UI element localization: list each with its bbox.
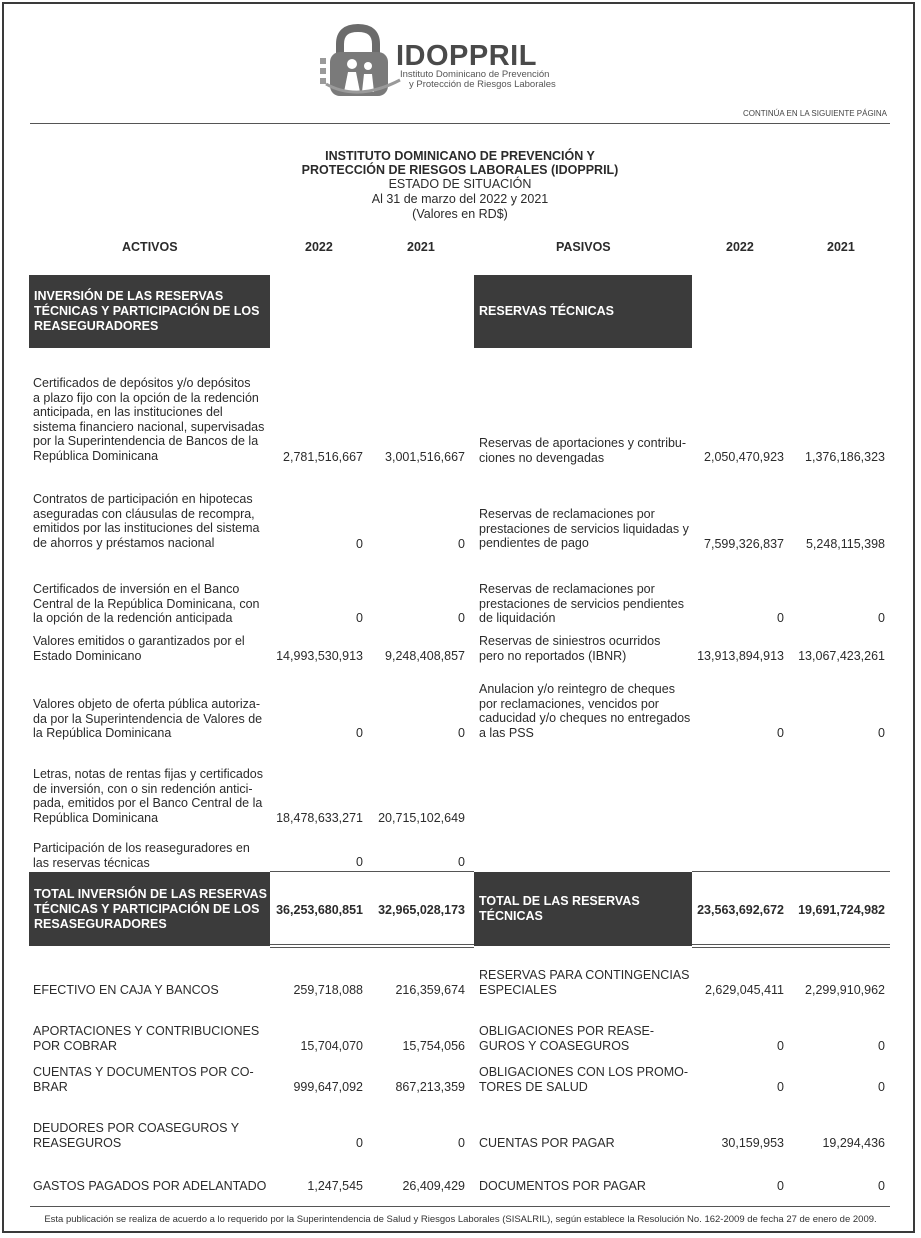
pasivos-row-label: Reservas de aportaciones y contribu- ciones no devengadas	[479, 436, 687, 465]
activos-row-2021: 20,715,102,649	[378, 811, 465, 825]
total-double-rule	[270, 944, 474, 945]
activos-other-2021: 0	[458, 1136, 465, 1150]
activos-row-label: Participación de los reaseguradores en las reservas técnicas	[33, 841, 250, 870]
pasivos-row-2022: 0	[777, 726, 784, 740]
col-pasivos-2022: 2022	[726, 240, 754, 254]
activos-total-2021: 32,965,028,173	[378, 903, 465, 917]
pasivos-other-2022: 0	[777, 1080, 784, 1094]
brand-name: IDOPPRIL	[396, 40, 537, 72]
activos-other-2022: 259,718,088	[293, 983, 363, 997]
activos-other-label: DEUDORES POR COASEGUROS Y REASEGUROS	[33, 1121, 240, 1150]
activos-other-2021: 15,754,056	[402, 1039, 465, 1053]
activos-other-2022: 15,704,070	[300, 1039, 363, 1053]
pasivos-other-2022: 2,629,045,411	[704, 983, 784, 997]
activos-row-label: Valores emitidos o garantizados por el Estado Dominicano	[33, 634, 245, 663]
activos-total-header: TOTAL INVERSIÓN DE LAS RESERVAS TÉCNICAS Y PARTICIPACIÓN DE LOS RESASEGURADORES	[29, 872, 270, 946]
activos-row-2022: 18,478,633,271	[276, 811, 363, 825]
pasivos-row-2021: 5,248,115,398	[805, 537, 885, 551]
pasivos-row-2021: 13,067,423,261	[798, 649, 885, 663]
activos-other-label: CUENTAS Y DOCUMENTOS POR CO- BRAR	[33, 1065, 254, 1094]
activos-other-2021: 216,359,674	[395, 983, 465, 997]
pasivos-total-2021: 19,691,724,982	[798, 903, 885, 917]
activos-row-label: Certificados de inversión en el Banco Central de la República Dominicana, con la opción de la redención anticipada	[33, 582, 260, 626]
col-pasivos: PASIVOS	[556, 240, 611, 254]
footer-note: Esta publicación se realiza de acuerdo a lo requerido por la Superintendencia de Salud y Riesgos Laborales (SISALRIL), según establece la Resolución No. 162-2009 de fecha 27 de enero de 2009.	[44, 1214, 877, 1225]
pasivos-row-label: Reservas de reclamaciones por prestaciones de servicios liquidadas y pendientes de pago	[479, 507, 689, 551]
report-date: Al 31 de marzo del 2022 y 2021	[371, 192, 549, 206]
pasivos-other-2022: 0	[777, 1179, 784, 1193]
activos-row-label: Valores objeto de oferta pública autoriza- da por la Superintendencia de Valores de la República Dominicana	[33, 697, 263, 741]
col-activos-2022: 2022	[305, 240, 333, 254]
pasivos-row-2021: 0	[878, 726, 885, 740]
pasivos-row-2022: 13,913,894,913	[697, 649, 784, 663]
report-title-1: INSTITUTO DOMINICANO DE PREVENCIÓN Y	[325, 149, 595, 163]
activos-other-2022: 1,247,545	[307, 1179, 363, 1193]
pasivos-row-label: Anulacion y/o reintegro de cheques por reclamaciones, vencidos por caducidad y/o cheques no entregados a las PSS	[479, 682, 691, 740]
pasivos-other-label: OBLIGACIONES CON LOS PROMO- TORES DE SALUD	[479, 1065, 689, 1094]
activos-other-2021: 867,213,359	[395, 1080, 465, 1094]
activos-other-label: APORTACIONES Y CONTRIBUCIONES POR COBRAR	[33, 1024, 260, 1053]
activos-row-2021: 0	[458, 537, 465, 551]
activos-row-label: Certificados de depósitos y/o depósitos a plazo fijo con la opción de la redención anticipada, en las instituciones del sistema financiero nacional, supervisadas por la Superintendencia de Bancos de la República Dominicana	[33, 376, 265, 463]
activos-row-2022: 0	[356, 537, 363, 551]
activos-row-2021: 0	[458, 611, 465, 625]
col-activos: ACTIVOS	[122, 240, 178, 254]
activos-row-label: Contratos de participación en hipotecas aseguradas con cláusulas de recompra, emitidos por las instituciones del sistema de ahorros y préstamos nacional	[33, 492, 260, 550]
report-units: (Valores en RD$)	[412, 207, 508, 221]
pasivos-row-2021: 0	[878, 611, 885, 625]
pasivos-row-label: Reservas de reclamaciones por prestaciones de servicios pendientes de liquidación	[479, 582, 684, 626]
pasivos-other-label: DOCUMENTOS POR PAGAR	[479, 1179, 646, 1193]
activos-row-2022: 0	[356, 726, 363, 740]
pasivos-other-label: RESERVAS PARA CONTINGENCIAS ESPECIALES	[479, 968, 690, 997]
pasivos-row-2021: 1,376,186,323	[805, 450, 885, 464]
pasivos-other-2021: 19,294,436	[822, 1136, 885, 1150]
pasivos-other-2021: 2,299,910,962	[805, 983, 885, 997]
activos-row-2022: 0	[356, 855, 363, 869]
activos-row-2022: 2,781,516,667	[283, 450, 363, 464]
activos-other-2021: 26,409,429	[402, 1179, 465, 1193]
pasivos-other-2021: 0	[878, 1179, 885, 1193]
activos-total-2022: 36,253,680,851	[276, 903, 363, 917]
col-pasivos-2021: 2021	[827, 240, 855, 254]
activos-section-header: INVERSIÓN DE LAS RESERVAS TÉCNICAS Y PARTICIPACIÓN DE LOS REASEGURADORES	[29, 275, 270, 348]
pasivos-row-2022: 2,050,470,923	[704, 450, 784, 464]
activos-other-label: EFECTIVO EN CAJA Y BANCOS	[33, 983, 219, 997]
pasivos-section-header: RESERVAS TÉCNICAS	[474, 275, 692, 348]
activos-other-2022: 999,647,092	[293, 1080, 363, 1094]
total-double-rule	[692, 947, 890, 948]
pasivos-row-2022: 0	[777, 611, 784, 625]
pasivos-other-2021: 0	[878, 1039, 885, 1053]
col-activos-2021: 2021	[407, 240, 435, 254]
total-double-rule	[692, 944, 890, 945]
activos-row-2021: 0	[458, 855, 465, 869]
activos-other-2022: 0	[356, 1136, 363, 1150]
header-divider	[30, 123, 890, 124]
brand-subtitle: Instituto Dominicano de Prevención y Protección de Riesgos Laborales	[400, 69, 556, 90]
pasivos-total-header: TOTAL DE LAS RESERVAS TÉCNICAS	[474, 872, 692, 946]
activos-row-2021: 3,001,516,667	[385, 450, 465, 464]
continues-note: CONTINÚA EN LA SIGUIENTE PÁGINA	[742, 109, 887, 118]
pasivos-row-2022: 7,599,326,837	[704, 537, 784, 551]
pasivos-other-2021: 0	[878, 1080, 885, 1094]
total-top-rule	[270, 871, 474, 872]
total-double-rule	[270, 947, 474, 948]
activos-row-label: Letras, notas de rentas fijas y certificados de inversión, con o sin redención antici- pada, emitidos por el Banco Central de la República Dominicana	[33, 767, 263, 825]
activos-row-2021: 0	[458, 726, 465, 740]
total-top-rule	[692, 871, 890, 872]
report-title-3: ESTADO DE SITUACIÓN	[388, 177, 532, 191]
footer-divider	[30, 1206, 890, 1207]
pasivos-total-2022: 23,563,692,672	[697, 903, 784, 917]
pasivos-row-label: Reservas de siniestros ocurridos pero no reportados (IBNR)	[479, 634, 661, 663]
activos-row-2021: 9,248,408,857	[385, 649, 465, 663]
activos-row-2022: 0	[356, 611, 363, 625]
report-title-2: PROTECCIÓN DE RIESGOS LABORALES (IDOPPRIL)	[301, 163, 619, 177]
activos-other-label: GASTOS PAGADOS POR ADELANTADO	[33, 1179, 267, 1193]
pasivos-other-label: CUENTAS POR PAGAR	[479, 1136, 615, 1150]
activos-row-2022: 14,993,530,913	[276, 649, 363, 663]
pasivos-other-label: OBLIGACIONES POR REASE- GUROS Y COASEGUROS	[479, 1024, 655, 1053]
pasivos-other-2022: 0	[777, 1039, 784, 1053]
pasivos-other-2022: 30,159,953	[721, 1136, 784, 1150]
